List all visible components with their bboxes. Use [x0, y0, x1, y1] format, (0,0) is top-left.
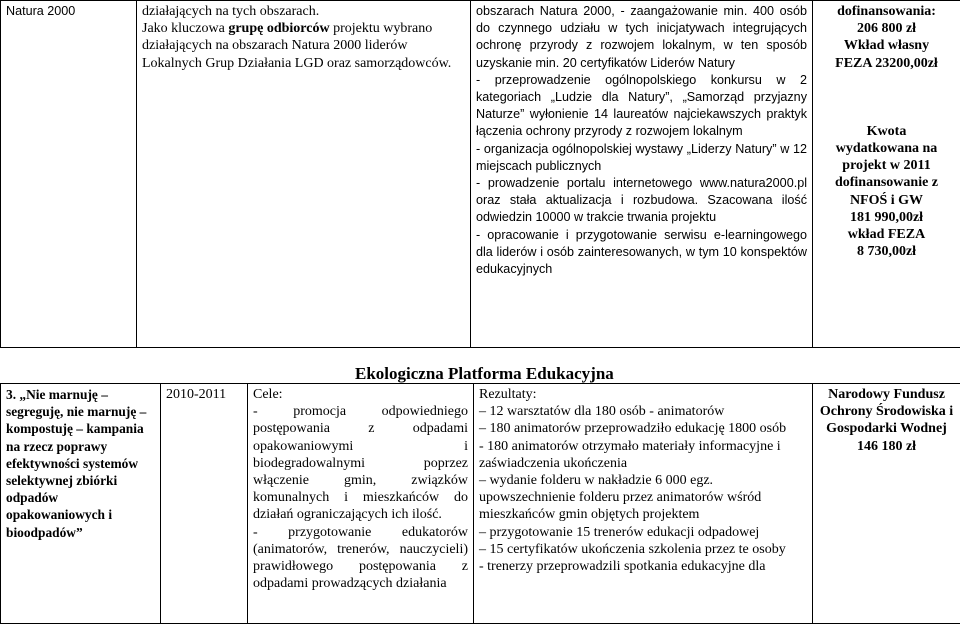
spent-line: projekt w 2011 [818, 157, 955, 174]
spacer [818, 72, 955, 123]
target-group-text-b: projektu wybrano działających na obszarach Natura 2000 liderów Lokalnych Grup Działania LGD oraz samorządowców. [142, 21, 451, 70]
result-item: – wydanie folderu w nakładzie 6 000 egz. [479, 472, 807, 489]
result-item: – przygotowanie 15 trenerów edukacji odpadowej [479, 524, 807, 541]
lower-table [0, 383, 960, 624]
funding-line: dofinansowania: [818, 3, 955, 20]
spent-line: dofinansowanie z [818, 174, 955, 191]
spent-line: Kwota [818, 123, 955, 140]
activity-item: obszarach Natura 2000, - zaangażowanie min. 400 osób do czynnego udziału w tych inicjatywach integrujących ochronę przyrody z rozwojem lokalnym, w ten sposób uzyskanie min. 20 certyfikatów Liderów Natury [476, 3, 807, 72]
target-group-highlight: grupę odbiorców [228, 21, 329, 36]
funding-cell [813, 1, 960, 348]
funding-line: FEZA 23200,00zł [818, 55, 955, 72]
period: 2010-2011 [166, 387, 226, 402]
program-name: Natura 2000 [6, 4, 75, 18]
campaign-name-cell [1, 384, 161, 624]
goals-label: Cele: [253, 386, 468, 403]
funding-line: 206 800 zł [818, 20, 955, 37]
spent-line: 181 990,00zł [818, 209, 955, 226]
results-label: Rezultaty: [479, 386, 807, 403]
result-item: – 180 animatorów przeprowadziło edukację 1800 osób [479, 420, 807, 437]
result-item: upowszechnienie folderu przez animatorów wśród mieszkańców gmin objętych projektem [479, 489, 807, 523]
spent-line: NFOŚ i GW [818, 192, 955, 209]
activity-item: - organizacja ogólnopolskiej wystawy „Liderzy Natury” w 12 miejscach publicznych [476, 141, 807, 175]
section-title: Ekologiczna Platforma Edukacyjna [355, 364, 614, 384]
spent-line: wkład FEZA [818, 226, 955, 243]
result-item: - 180 animatorów otrzymało materiały informacyjne i zaświadczenia ukończenia [479, 438, 807, 472]
program-name-cell [1, 1, 137, 348]
target-group-cell [137, 1, 471, 348]
target-group-text-a: Jako kluczowa [142, 21, 228, 36]
activities-cell [471, 1, 813, 348]
result-item: - trenerzy przeprowadzili spotkania edukacyjne dla [479, 558, 807, 575]
campaign-name: 3. „Nie marnuję – segreguję, nie marnuję – kompostuję – kampania na rzecz poprawy efektywności systemów selektywnej zbiórki odpadów opakowaniowych i bioodpadów” [6, 387, 146, 540]
target-group-line1: działających na tych obszarach. [142, 3, 465, 20]
activity-item: - opracowanie i przygotowanie serwisu e-learningowego dla liderów i osób zainteresowanych, w tym 10 konspektów edukacyjnych [476, 227, 807, 279]
spent-line: 8 730,00zł [818, 243, 955, 260]
goal-item: - przygotowanie edukatorów (animatorów, trenerów, nauczycieli) prawidłowego postępowania z odpadami prowadzących działania [253, 524, 468, 593]
result-item: – 15 certyfikatów ukończenia szkolenia przez te osoby [479, 541, 807, 558]
funding-line: Wkład własny [818, 37, 955, 54]
goals-cell [248, 384, 474, 624]
results-cell [474, 384, 813, 624]
activity-item: - przeprowadzenie ogólnopolskiego konkursu w 2 kategoriach „Ludzie dla Natury”, „Samorząd przyjazny Naturze” wyłonienie 14 laureatów najciekawszych praktyk łączenia ochrony przyrody z rozwojem lokalnym [476, 72, 807, 141]
funder-cell [813, 384, 960, 624]
period-cell [161, 384, 248, 624]
spent-line: wydatkowana na [818, 140, 955, 157]
result-item: – 12 warsztatów dla 180 osób - animatorów [479, 403, 807, 420]
funder: Narodowy Fundusz Ochrony Środowiska i Gospodarki Wodnej 146 180 zł [820, 387, 953, 454]
goal-item: - promocja odpowiedniego postępowania z odpadami opakowaniowymi i biodegradowalnymi poprzez włączenie gmin, związków komunalnych i mieszkańców do działań ograniczających ich ilość. [253, 403, 468, 523]
activity-item: - prowadzenie portalu internetowego www.natura2000.pl oraz stała aktualizacja i rozbudowa. Szacowana ilość odwiedzin 10000 w trakcie trwania projektu [476, 175, 807, 227]
